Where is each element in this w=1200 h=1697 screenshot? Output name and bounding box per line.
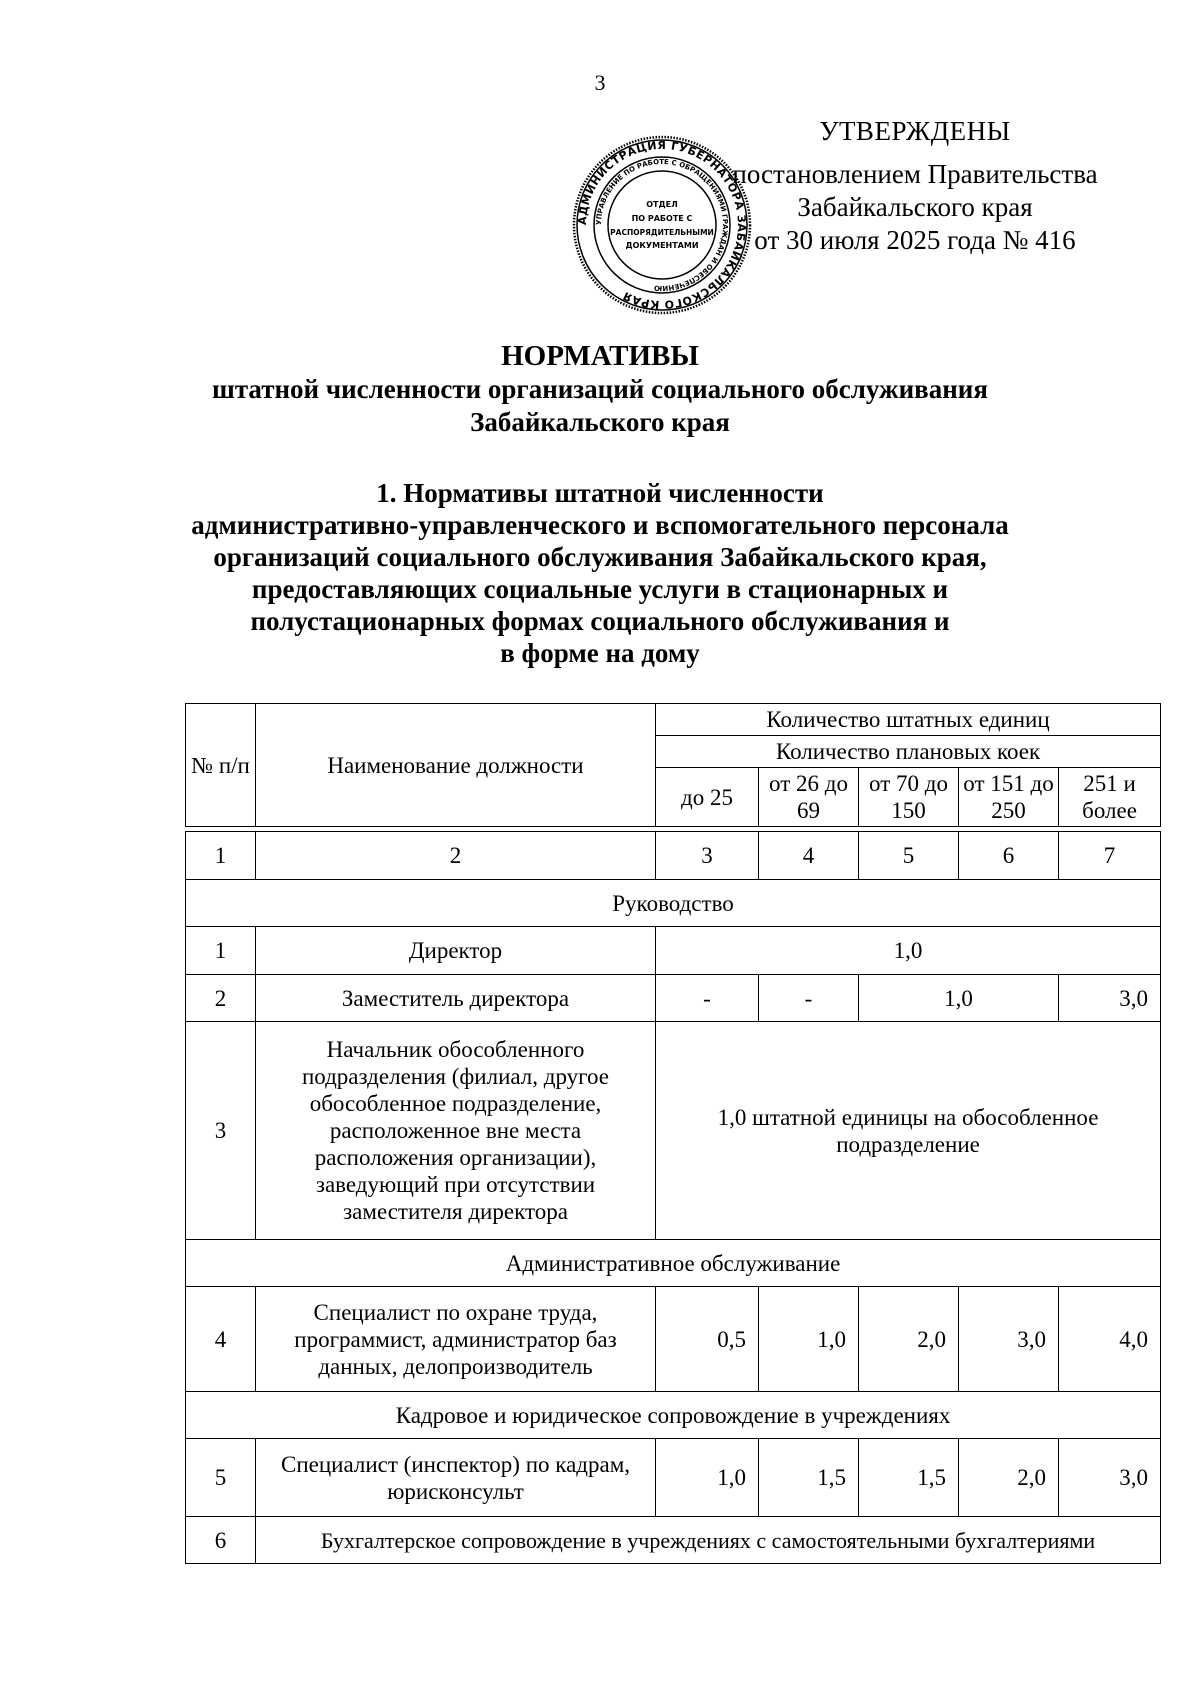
official-stamp-seal [572,135,752,315]
numbering-cell: 5 [859,832,959,880]
numbering-cell: 6 [959,832,1059,880]
numbering-cell: 7 [1059,832,1161,880]
numbering-cell: 2 [256,832,656,880]
staff-norms-table [185,703,1161,1564]
stamp-center-line-1: ОТДЕЛ [646,200,678,209]
row-4-name: Специалист по охране труда, программист, администратор баз данных, делопроизводитель [256,1287,656,1392]
row-3-num: 3 [186,1022,256,1240]
row-4-col-3: 0,5 [656,1287,759,1392]
row-6-num: 6 [186,1517,256,1564]
section-line-3: организаций социального обслуживания Забайкальского края, [213,542,987,572]
row-5-col-7: 3,0 [1059,1439,1161,1517]
row-2-col-4: - [759,975,859,1022]
row-3-value: 1,0 штатной единицы на обособленное подразделение [656,1022,1161,1240]
title-line-2: штатной численности организаций социального обслуживания [212,374,988,404]
row-5-col-3: 1,0 [656,1439,759,1517]
title-line-3: Забайкальского края [470,407,730,437]
header-col-7: 251 и более [1059,768,1161,827]
section-row-admin: Административное обслуживание [186,1240,1161,1287]
numbering-cell: 3 [656,832,759,880]
stamp-center-line-4: ДОКУМЕНТАМИ [625,241,699,250]
section-line-1: 1. Нормативы штатной численности [376,478,824,508]
row-5-col-4: 1,5 [759,1439,859,1517]
row-2-col-5-6: 1,0 [859,975,1059,1022]
row-2-name: Заместитель директора [256,975,656,1022]
stamp-center-line-2: ПО РАБОТЕ С [631,214,693,223]
row-5-col-5: 1,5 [859,1439,959,1517]
approval-line-1: постановлением Правительства [732,159,1098,189]
row-4-col-6: 3,0 [959,1287,1059,1392]
approval-line-2: Забайкальского края [797,192,1033,222]
row-4-col-4: 1,0 [759,1287,859,1392]
header-col-5: от 70 до 150 [859,768,959,827]
stamp-inner-text: УПРАВЛЕНИЕ ПО РАБОТЕ С ОБРАЩЕНИЯМИ ГРАЖДАН И ОБЕСПЕЧЕНИЮ [594,157,730,293]
row-4-num: 4 [186,1287,256,1392]
row-3-name: Начальник обособленного подразделения (филиал, другое обособленное подразделение, расположенное вне места расположения организации), заведующий при отсутствии заместителя директора [256,1022,656,1240]
row-5-name: Специалист (инспектор) по кадрам, юрисконсульт [256,1439,656,1517]
row-6-name: Бухгалтерское сопровождение в учреждениях с самостоятельными бухгалтериями [256,1517,1161,1564]
svg-text:УПРАВЛЕНИЕ ПО РАБОТЕ С ОБРАЩЕН [595,158,729,292]
row-1-value: 1,0 [656,927,1161,975]
row-2-col-3: - [656,975,759,1022]
header-position: Наименование должности [256,704,656,827]
header-col-3: до 25 [656,768,759,827]
header-col-6: от 151 до 250 [959,768,1059,827]
section-title [0,477,1200,669]
numbering-cell: 1 [186,832,256,880]
stamp-outer-text: АДМИНИСТРАЦИЯ ГУБЕРНАТОРА ЗАБАЙКАЛЬСКОГО КРАЯ [575,138,749,312]
row-5-col-6: 2,0 [959,1439,1059,1517]
header-staff-units: Количество штатных единиц [656,704,1161,736]
header-beds: Количество плановых коек [656,736,1161,768]
section-line-4: предоставляющих социальные услуги в стационарных и [251,574,949,604]
section-row-hr-legal: Кадровое и юридическое сопровождение в учреждениях [186,1392,1161,1439]
title-line-1: НОРМАТИВЫ [501,340,699,372]
row-5-num: 5 [186,1439,256,1517]
numbering-cell: 4 [759,832,859,880]
row-1-num: 1 [186,927,256,975]
document-title [0,340,1200,439]
row-4-col-5: 2,0 [859,1287,959,1392]
section-line-2: административно-управленческого и вспомогательного персонала [191,510,1009,540]
section-row-management: Руководство [186,880,1161,927]
row-1-name: Директор [256,927,656,975]
stamp-center-line-3: РАСПОРЯДИТЕЛЬНЫМИ [610,228,714,237]
header-col-4: от 26 до 69 [759,768,859,827]
row-2-col-7: 3,0 [1059,975,1161,1022]
section-line-6: в форме на дому [500,638,700,668]
approval-line-3: от 30 июля 2025 года № 416 [754,225,1076,255]
approved-label: УТВЕРЖДЕНЫ [819,116,1011,146]
row-4-col-7: 4,0 [1059,1287,1161,1392]
row-2-num: 2 [186,975,256,1022]
page-number: 3 [594,70,606,95]
approval-block [725,115,1105,257]
section-line-5: полустационарных формах социального обслуживания и [250,606,950,636]
header-num: № п/п [186,704,256,827]
